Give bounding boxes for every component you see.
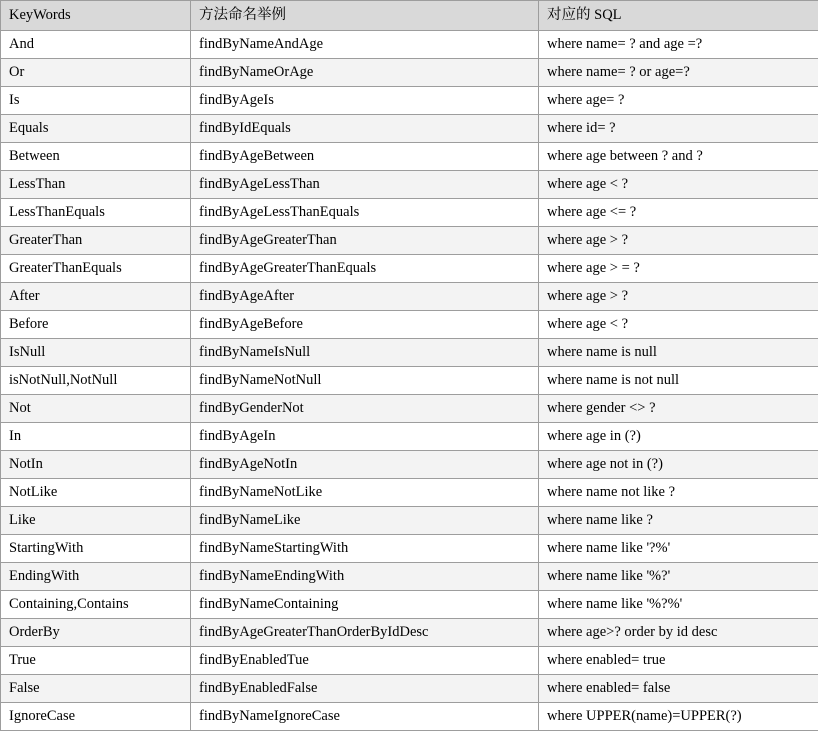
cell-sql: where name= ? or age=? bbox=[539, 59, 818, 87]
cell-method-example: findByAgeAfter bbox=[191, 283, 539, 311]
cell-keyword: EndingWith bbox=[1, 563, 191, 591]
cell-method-example: findByAgeLessThan bbox=[191, 171, 539, 199]
cell-keyword: Between bbox=[1, 143, 191, 171]
cell-method-example: findByEnabledFalse bbox=[191, 675, 539, 703]
table-row bbox=[1, 507, 818, 535]
cell-keyword: Equals bbox=[1, 115, 191, 143]
table-row bbox=[1, 535, 818, 563]
cell-method-example: findByNameIsNull bbox=[191, 339, 539, 367]
table-row bbox=[1, 479, 818, 507]
cell-keyword: Containing,Contains bbox=[1, 591, 191, 619]
cell-keyword: Before bbox=[1, 311, 191, 339]
table-body bbox=[1, 31, 818, 731]
cell-method-example: findByIdEquals bbox=[191, 115, 539, 143]
table-row bbox=[1, 87, 818, 115]
cell-method-example: findByAgeBefore bbox=[191, 311, 539, 339]
cell-keyword: In bbox=[1, 423, 191, 451]
table-header-row bbox=[1, 1, 818, 31]
cell-keyword: NotLike bbox=[1, 479, 191, 507]
cell-method-example: findByAgeGreaterThanOrderByIdDesc bbox=[191, 619, 539, 647]
table-row bbox=[1, 31, 818, 59]
cell-sql: where enabled= false bbox=[539, 675, 818, 703]
cell-method-example: findByAgeGreaterThan bbox=[191, 227, 539, 255]
cell-method-example: findByNameAndAge bbox=[191, 31, 539, 59]
cell-keyword: IgnoreCase bbox=[1, 703, 191, 731]
table-row bbox=[1, 647, 818, 675]
cell-sql: where name= ? and age =? bbox=[539, 31, 818, 59]
cell-keyword: Is bbox=[1, 87, 191, 115]
cell-sql: where age>? order by id desc bbox=[539, 619, 818, 647]
table-row bbox=[1, 199, 818, 227]
cell-sql: where name not like ? bbox=[539, 479, 818, 507]
cell-method-example: findByAgeNotIn bbox=[191, 451, 539, 479]
cell-keyword: True bbox=[1, 647, 191, 675]
table-row bbox=[1, 619, 818, 647]
cell-sql: where gender <> ? bbox=[539, 395, 818, 423]
cell-sql: where name like '%?' bbox=[539, 563, 818, 591]
table-row bbox=[1, 703, 818, 731]
cell-sql: where enabled= true bbox=[539, 647, 818, 675]
cell-sql: where age <= ? bbox=[539, 199, 818, 227]
table-row bbox=[1, 339, 818, 367]
column-header-sql: 对应的 SQL bbox=[539, 1, 818, 31]
cell-keyword: Or bbox=[1, 59, 191, 87]
cell-sql: where name like ? bbox=[539, 507, 818, 535]
cell-keyword: OrderBy bbox=[1, 619, 191, 647]
cell-sql: where age < ? bbox=[539, 311, 818, 339]
cell-method-example: findByEnabledTue bbox=[191, 647, 539, 675]
table-row bbox=[1, 675, 818, 703]
cell-sql: where age < ? bbox=[539, 171, 818, 199]
cell-keyword: And bbox=[1, 31, 191, 59]
cell-sql: where age not in (?) bbox=[539, 451, 818, 479]
table-row bbox=[1, 59, 818, 87]
cell-sql: where id= ? bbox=[539, 115, 818, 143]
table-row bbox=[1, 171, 818, 199]
cell-sql: where name like '?%' bbox=[539, 535, 818, 563]
column-header-method-example: 方法命名举例 bbox=[191, 1, 539, 31]
cell-sql: where age= ? bbox=[539, 87, 818, 115]
cell-keyword: GreaterThan bbox=[1, 227, 191, 255]
cell-keyword: IsNull bbox=[1, 339, 191, 367]
table-row bbox=[1, 227, 818, 255]
cell-sql: where age > ? bbox=[539, 227, 818, 255]
table-row bbox=[1, 395, 818, 423]
column-header-keywords: KeyWords bbox=[1, 1, 191, 31]
cell-method-example: findByAgeLessThanEquals bbox=[191, 199, 539, 227]
table-row bbox=[1, 143, 818, 171]
cell-sql: where name is not null bbox=[539, 367, 818, 395]
cell-method-example: findByAgeGreaterThanEquals bbox=[191, 255, 539, 283]
table-header bbox=[1, 1, 818, 31]
cell-keyword: StartingWith bbox=[1, 535, 191, 563]
cell-keyword: LessThanEquals bbox=[1, 199, 191, 227]
cell-method-example: findByNameNotLike bbox=[191, 479, 539, 507]
cell-keyword: isNotNull,NotNull bbox=[1, 367, 191, 395]
cell-keyword: LessThan bbox=[1, 171, 191, 199]
table-row bbox=[1, 423, 818, 451]
cell-method-example: findByAgeIs bbox=[191, 87, 539, 115]
table-row bbox=[1, 591, 818, 619]
cell-keyword: GreaterThanEquals bbox=[1, 255, 191, 283]
table-row bbox=[1, 451, 818, 479]
table-row bbox=[1, 367, 818, 395]
cell-method-example: findByNameLike bbox=[191, 507, 539, 535]
cell-sql: where age in (?) bbox=[539, 423, 818, 451]
table-row bbox=[1, 311, 818, 339]
cell-method-example: findByNameEndingWith bbox=[191, 563, 539, 591]
cell-keyword: Not bbox=[1, 395, 191, 423]
cell-keyword: Like bbox=[1, 507, 191, 535]
cell-sql: where age > ? bbox=[539, 283, 818, 311]
cell-sql: where name like '%?%' bbox=[539, 591, 818, 619]
cell-keyword: NotIn bbox=[1, 451, 191, 479]
cell-sql: where name is null bbox=[539, 339, 818, 367]
cell-method-example: findByGenderNot bbox=[191, 395, 539, 423]
table-row bbox=[1, 255, 818, 283]
cell-method-example: findByNameNotNull bbox=[191, 367, 539, 395]
table-row bbox=[1, 115, 818, 143]
table-row bbox=[1, 563, 818, 591]
cell-method-example: findByAgeIn bbox=[191, 423, 539, 451]
cell-keyword: False bbox=[1, 675, 191, 703]
cell-method-example: findByAgeBetween bbox=[191, 143, 539, 171]
cell-method-example: findByNameStartingWith bbox=[191, 535, 539, 563]
table-row bbox=[1, 283, 818, 311]
cell-sql: where age > = ? bbox=[539, 255, 818, 283]
cell-method-example: findByNameIgnoreCase bbox=[191, 703, 539, 731]
cell-keyword: After bbox=[1, 283, 191, 311]
cell-method-example: findByNameContaining bbox=[191, 591, 539, 619]
cell-sql: where UPPER(name)=UPPER(?) bbox=[539, 703, 818, 731]
cell-method-example: findByNameOrAge bbox=[191, 59, 539, 87]
cell-sql: where age between ? and ? bbox=[539, 143, 818, 171]
